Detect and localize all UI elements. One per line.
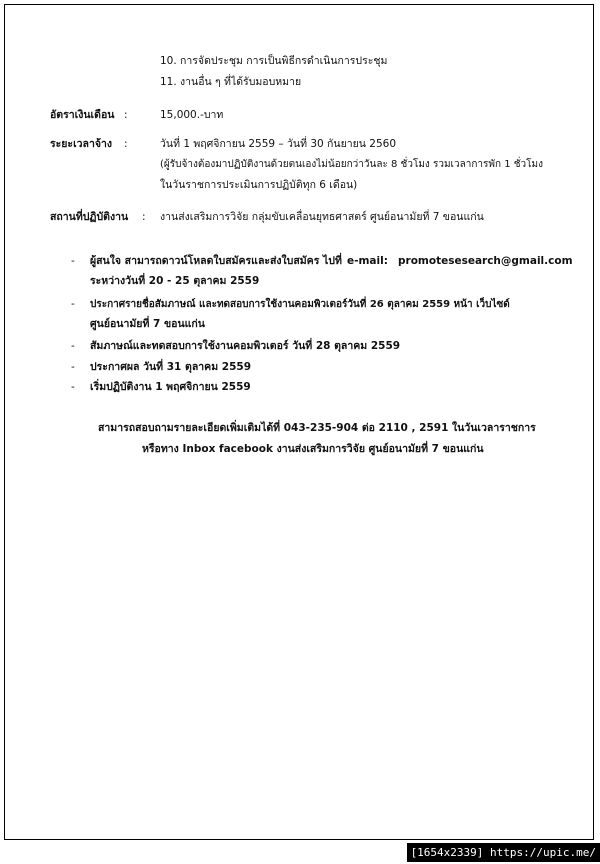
step-1-line1: ผู้สนใจ สามารถดาวน์โหลดใบสมัครและส่งใบสมัคร ไปที่ [90,255,342,267]
period-line3: ในวันราชการประเมินการปฏิบัติทุก 6 เดือน) [160,179,358,191]
contact-line1: สามารถสอบถามรายละเอียดเพิ่มเติมได้ที่ 043-235-904 ต่อ 2110 , 2591 ในวันเวลาราชการ [98,422,536,434]
step-2-line2: ศูนย์อนามัยที่ 7 ขอนแก่น [90,318,205,330]
duty-item-11: 11. งานอื่น ๆ ที่ได้รับมอบหมาย [160,76,302,88]
period-line1: วันที่ 1 พฤศจิกายน 2559 – วันที่ 30 กันยายน 2560 [160,138,397,150]
workplace-colon: : [142,211,146,223]
step-3-bullet: - [71,340,75,352]
period-label: ระยะเวลาจ้าง [50,138,113,150]
step-5-line1: เริ่มปฏิบัติงาน 1 พฤศจิกายน 2559 [90,381,251,393]
step-2-bullet: - [71,298,75,310]
step-4-bullet: - [71,361,75,373]
bottom-bar [0,843,600,864]
step-4-line1: ประกาศผล วันที่ 31 ตุลาคม 2559 [90,361,251,373]
workplace-label: สถานที่ปฏิบัติงาน [50,211,129,223]
duty-item-10: 10. การจัดประชุม การเป็นพิธีกรดำเนินการประชุม [160,55,388,67]
salary-label: อัตราเงินเดือน [50,109,115,121]
workplace-value: งานส่งเสริมการวิจัย กลุ่มขับเคลื่อนยุทธศาสตร์ ศูนย์อนามัยที่ 7 ขอนแก่น [160,211,484,223]
period-colon: : [124,138,128,150]
contact-line2: หรือทาง Inbox facebook งานส่งเสริมการวิจัย ศูนย์อนามัยที่ 7 ขอนแก่น [142,443,484,455]
step-1-line2: ระหว่างวันที่ 20 - 25 ตุลาคม 2559 [90,275,260,287]
step-1-bullet: - [71,255,75,267]
step-2-line1: ประกาศรายชื่อสัมภาษณ์ และทดสอบการใช้งานคอมพิวเตอร์วันที่ 26 ตุลาคม 2559 หน้า เว็บไซด์ [90,299,510,310]
step-1-email-label: e-mail: [347,255,388,267]
image-watermark: [1654x2339] https://upic.me/ [407,843,600,862]
period-line2: (ผู้รับจ้างต้องมาปฏิบัติงานด้วยตนเองไม่น้อยกว่าวันละ 8 ชั่วโมง รวมเวลาการพัก 1 ชั่วโมง [160,159,543,170]
step-1-email[interactable]: promotesesearch@gmail.com [398,255,573,267]
step-3-line1: สัมภาษณ์และทดสอบการใช้งานคอมพิวเตอร์ วันที่ 28 ตุลาคม 2559 [90,340,401,352]
step-5-bullet: - [71,381,75,393]
salary-colon: : [124,109,128,121]
salary-value: 15,000.-บาท [160,109,224,121]
